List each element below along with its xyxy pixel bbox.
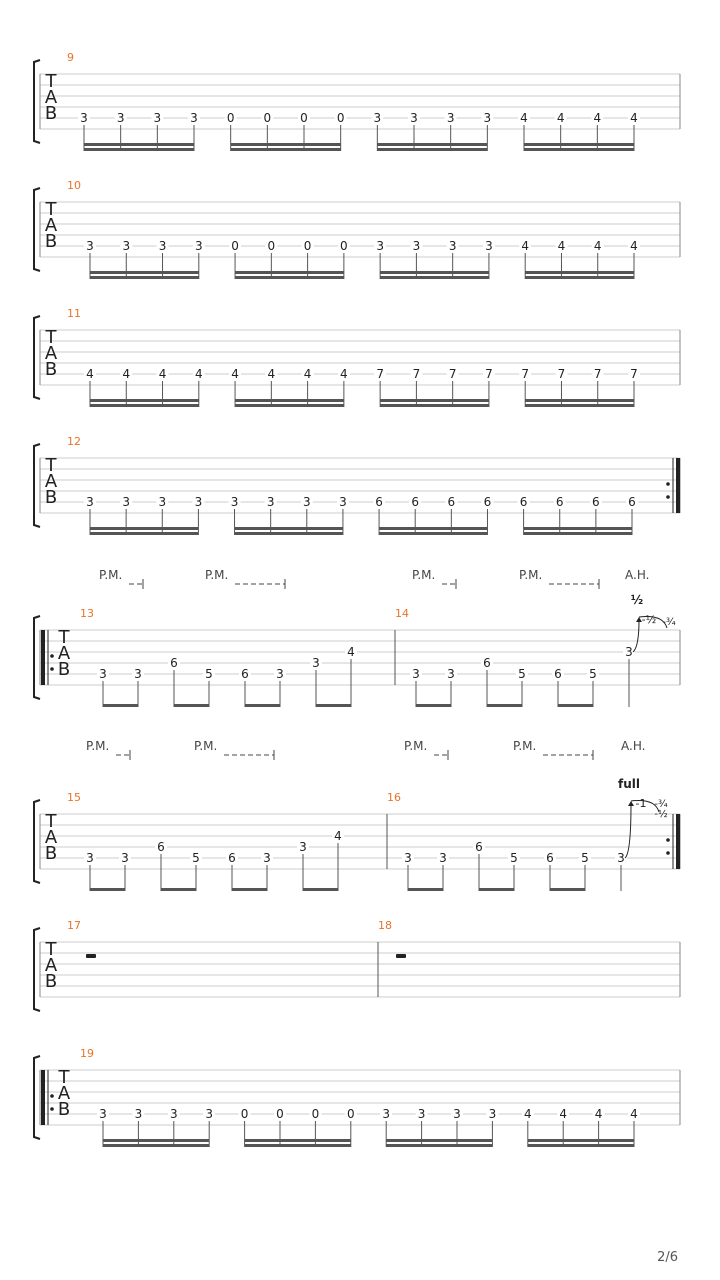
fret-number: 0	[346, 1107, 355, 1121]
fret-number: 4	[559, 1107, 568, 1121]
measure-number: 10	[67, 179, 81, 192]
fret-number: 5	[581, 851, 589, 865]
tab-clef-letter: A	[44, 215, 58, 236]
fret-number: 6	[483, 495, 492, 509]
beam	[235, 527, 343, 530]
beam	[231, 143, 341, 146]
beam	[380, 271, 489, 274]
beam	[90, 271, 199, 274]
fret-number: 6	[228, 851, 236, 865]
measure-number: 13	[80, 607, 94, 620]
repeat-end-thick-bar	[676, 458, 680, 513]
fret-number: 3	[447, 667, 455, 681]
fret-number: 4	[340, 367, 348, 381]
beam	[90, 527, 198, 530]
fret-number: 7	[376, 367, 384, 381]
tab-clef-letter: B	[57, 659, 71, 680]
fret-number: 6	[628, 495, 636, 509]
system-bracket	[34, 444, 40, 527]
beam	[377, 143, 487, 146]
palm-mute-label: P.M.	[404, 739, 428, 753]
beam	[524, 527, 632, 530]
fret-number: 7	[448, 367, 457, 381]
fret-number: 6	[546, 851, 554, 865]
fret-number: 5	[589, 667, 597, 681]
tab-clef-letter: A	[44, 827, 58, 848]
tab-clef-letter: B	[44, 231, 58, 252]
fret-number: 3	[86, 851, 94, 865]
beam	[524, 143, 634, 146]
beam	[524, 532, 632, 535]
palm-mute-label: P.M.	[205, 568, 229, 582]
beam	[231, 148, 341, 151]
fret-number: 6	[411, 495, 420, 509]
whole-rest	[86, 954, 96, 958]
fret-number: 5	[205, 667, 213, 681]
harmonic-label: A.H.	[625, 568, 650, 582]
fret-number: 3	[158, 239, 167, 253]
tab-clef-letter: A	[44, 343, 58, 364]
system-bracket	[34, 616, 40, 699]
beam	[524, 148, 634, 151]
repeat-dot	[666, 851, 670, 855]
fret-number: 6	[157, 840, 165, 854]
palm-mute-label: P.M.	[519, 568, 543, 582]
measure-number: 14	[395, 607, 409, 620]
fret-number: 3	[86, 495, 94, 509]
fret-number: 5	[510, 851, 518, 865]
fret-number: 0	[267, 239, 276, 253]
system-bracket	[34, 800, 40, 883]
beam	[235, 271, 344, 274]
measure-number: 17	[67, 919, 81, 932]
fret-number: 3	[453, 1107, 461, 1121]
fret-number: 6	[483, 656, 491, 670]
harmonic-label: A.H.	[621, 739, 646, 753]
fret-number: 4	[630, 111, 638, 125]
beam	[174, 704, 209, 707]
fret-number: 0	[263, 111, 272, 125]
fret-number: 7	[521, 367, 530, 381]
fret-number: 0	[300, 111, 308, 125]
release-amount: -1	[635, 797, 647, 810]
system-bracket	[34, 60, 40, 143]
fret-number: 6	[555, 495, 564, 509]
beam	[235, 532, 343, 535]
fret-number: 6	[475, 840, 483, 854]
fret-number: 6	[375, 495, 383, 509]
tab-clef-letter: T	[45, 327, 57, 348]
fret-number: 3	[205, 1107, 214, 1121]
beam	[487, 704, 522, 707]
system-bracket	[34, 1056, 40, 1139]
tab-clef-letter: T	[45, 455, 57, 476]
fret-number: 4	[594, 1107, 603, 1121]
beam	[245, 1144, 351, 1147]
fret-number: 3	[276, 667, 284, 681]
fret-number: 3	[412, 239, 421, 253]
fret-number: 4	[630, 1107, 638, 1121]
fret-number: 3	[99, 667, 107, 681]
tab-clef-letter: T	[58, 1067, 70, 1088]
release-amount: -¾	[654, 799, 668, 810]
tab-clef-letter: T	[45, 71, 57, 92]
fret-number: 3	[134, 667, 142, 681]
measure-number: 12	[67, 435, 81, 448]
system-bracket	[34, 928, 40, 1011]
fret-number: 3	[312, 656, 320, 670]
fret-number: 3	[448, 239, 457, 253]
fret-number: 3	[99, 1107, 107, 1121]
fret-number: 0	[231, 239, 239, 253]
repeat-dot	[50, 654, 54, 658]
repeat-dot	[666, 838, 670, 842]
fret-number: 3	[376, 239, 384, 253]
beam	[232, 888, 267, 891]
beam	[90, 404, 199, 407]
fret-number: 7	[412, 367, 421, 381]
fret-number: 3	[617, 851, 625, 865]
fret-number: 3	[625, 645, 633, 659]
fret-number: 4	[347, 645, 355, 659]
beam	[525, 271, 634, 274]
beam	[408, 888, 443, 891]
whole-rest	[396, 954, 406, 958]
tab-clef-letter: A	[44, 87, 58, 108]
beam	[550, 888, 585, 891]
beam	[479, 888, 514, 891]
beam	[316, 704, 351, 707]
tab-clef-letter: T	[45, 811, 57, 832]
fret-number: 3	[417, 1107, 426, 1121]
repeat-end-thick-bar	[676, 814, 680, 869]
fret-number: 4	[630, 239, 638, 253]
fret-number: 3	[339, 495, 347, 509]
beam	[303, 888, 338, 891]
repeat-dot	[50, 1107, 54, 1111]
release-amount: -¾	[662, 617, 676, 628]
fret-number: 7	[485, 367, 493, 381]
beam	[103, 704, 138, 707]
palm-mute-label: P.M.	[194, 739, 218, 753]
page-indicator: 2/6	[657, 1250, 678, 1265]
fret-number: 3	[80, 111, 88, 125]
fret-number: 5	[518, 667, 526, 681]
tab-clef-letter: A	[57, 643, 71, 664]
beam	[90, 276, 199, 279]
fret-number: 7	[557, 367, 566, 381]
fret-number: 3	[121, 851, 129, 865]
fret-number: 3	[134, 1107, 143, 1121]
beam	[558, 704, 593, 707]
palm-mute-label: P.M.	[513, 739, 537, 753]
fret-number: 3	[230, 495, 239, 509]
tab-clef-letter: T	[45, 939, 57, 960]
beam	[528, 1144, 634, 1147]
fret-number: 3	[302, 495, 311, 509]
beam	[386, 1144, 492, 1147]
beam	[380, 276, 489, 279]
fret-number: 3	[483, 111, 492, 125]
fret-number: 7	[630, 367, 638, 381]
measure-number: 9	[67, 51, 74, 64]
fret-number: 3	[412, 667, 420, 681]
beam	[380, 404, 489, 407]
fret-number: 3	[86, 239, 94, 253]
fret-number: 4	[523, 1107, 532, 1121]
bend-amount: full	[618, 777, 640, 791]
fret-number: 0	[340, 239, 348, 253]
fret-number: 3	[153, 111, 162, 125]
beam	[379, 527, 487, 530]
tab-clef-letter: B	[44, 843, 58, 864]
fret-number: 0	[240, 1107, 249, 1121]
release-amount: -½	[641, 613, 657, 626]
beam	[528, 1139, 634, 1142]
fret-number: 4	[593, 111, 602, 125]
fret-number: 4	[122, 367, 131, 381]
fret-number: 4	[231, 367, 239, 381]
repeat-dot	[666, 482, 670, 486]
beam	[386, 1139, 492, 1142]
bend-arrow	[628, 801, 634, 806]
fret-number: 6	[170, 656, 178, 670]
measure-number: 11	[67, 307, 81, 320]
fret-number: 4	[303, 367, 312, 381]
fret-number: 3	[190, 111, 198, 125]
tab-clef-letter: A	[44, 471, 58, 492]
beam	[103, 1139, 209, 1142]
fret-number: 3	[488, 1107, 497, 1121]
tab-clef-letter: B	[44, 971, 58, 992]
tab-clef-letter: T	[45, 199, 57, 220]
beam	[245, 1139, 351, 1142]
fret-number: 0	[276, 1107, 284, 1121]
fret-number: 3	[299, 840, 307, 854]
fret-number: 3	[194, 495, 203, 509]
fret-number: 4	[593, 239, 602, 253]
palm-mute-label: P.M.	[412, 568, 436, 582]
fret-number: 4	[521, 239, 530, 253]
fret-number: 5	[192, 851, 200, 865]
fret-number: 4	[556, 111, 565, 125]
fret-number: 3	[116, 111, 125, 125]
tab-clef-letter: A	[44, 955, 58, 976]
fret-number: 4	[334, 829, 342, 843]
beam	[161, 888, 196, 891]
tab-clef-letter: B	[57, 1099, 71, 1120]
beam	[525, 404, 634, 407]
repeat-dot	[666, 495, 670, 499]
fret-number: 3	[485, 239, 493, 253]
beam	[377, 148, 487, 151]
fret-number: 7	[593, 367, 602, 381]
fret-number: 3	[382, 1107, 391, 1121]
measure-number: 19	[80, 1047, 94, 1060]
fret-number: 6	[592, 495, 600, 509]
beam	[84, 143, 194, 146]
beam	[525, 276, 634, 279]
beam	[235, 404, 344, 407]
measure-number: 16	[387, 791, 401, 804]
bend-amount: ½	[630, 593, 644, 607]
beam	[90, 888, 125, 891]
fret-number: 3	[122, 239, 131, 253]
system-bracket	[34, 316, 40, 399]
fret-number: 3	[266, 495, 275, 509]
fret-number: 3	[169, 1107, 178, 1121]
fret-number: 3	[446, 111, 455, 125]
beam	[90, 399, 199, 402]
release-amount: -½	[654, 809, 668, 820]
tab-clef-letter: T	[58, 627, 70, 648]
beam	[235, 399, 344, 402]
repeat-dot	[50, 1094, 54, 1098]
measure-number: 15	[67, 791, 81, 804]
fret-number: 3	[373, 111, 382, 125]
beam	[84, 148, 194, 151]
beam	[379, 532, 487, 535]
tab-clef-letter: B	[44, 359, 58, 380]
beam	[525, 399, 634, 402]
palm-mute-label: P.M.	[99, 568, 123, 582]
repeat-start-thick-bar	[41, 1070, 45, 1125]
fret-number: 0	[311, 1107, 320, 1121]
fret-number: 0	[303, 239, 312, 253]
fret-number: 3	[194, 239, 203, 253]
fret-number: 4	[557, 239, 566, 253]
beam	[90, 532, 198, 535]
repeat-dot	[50, 667, 54, 671]
fret-number: 6	[447, 495, 456, 509]
tab-clef-letter: B	[44, 487, 58, 508]
beam	[416, 704, 451, 707]
fret-number: 6	[241, 667, 249, 681]
system-bracket	[34, 188, 40, 271]
beam	[380, 399, 489, 402]
fret-number: 6	[519, 495, 528, 509]
palm-mute-label: P.M.	[86, 739, 110, 753]
repeat-start-thick-bar	[41, 630, 45, 685]
fret-number: 4	[86, 367, 94, 381]
fret-number: 4	[267, 367, 276, 381]
fret-number: 4	[158, 367, 167, 381]
fret-number: 3	[122, 495, 130, 509]
beam	[245, 704, 280, 707]
tab-clef-letter: B	[44, 103, 58, 124]
bend-curve	[625, 804, 631, 858]
fret-number: 0	[226, 111, 235, 125]
beam	[235, 276, 344, 279]
fret-number: 3	[404, 851, 412, 865]
fret-number: 0	[336, 111, 345, 125]
tab-clef-letter: A	[57, 1083, 71, 1104]
fret-number: 4	[194, 367, 203, 381]
fret-number: 3	[410, 111, 418, 125]
fret-number: 3	[263, 851, 271, 865]
fret-number: 3	[158, 495, 167, 509]
fret-number: 3	[439, 851, 447, 865]
fret-number: 6	[554, 667, 562, 681]
measure-number: 18	[378, 919, 392, 932]
beam	[103, 1144, 209, 1147]
fret-number: 4	[520, 111, 528, 125]
